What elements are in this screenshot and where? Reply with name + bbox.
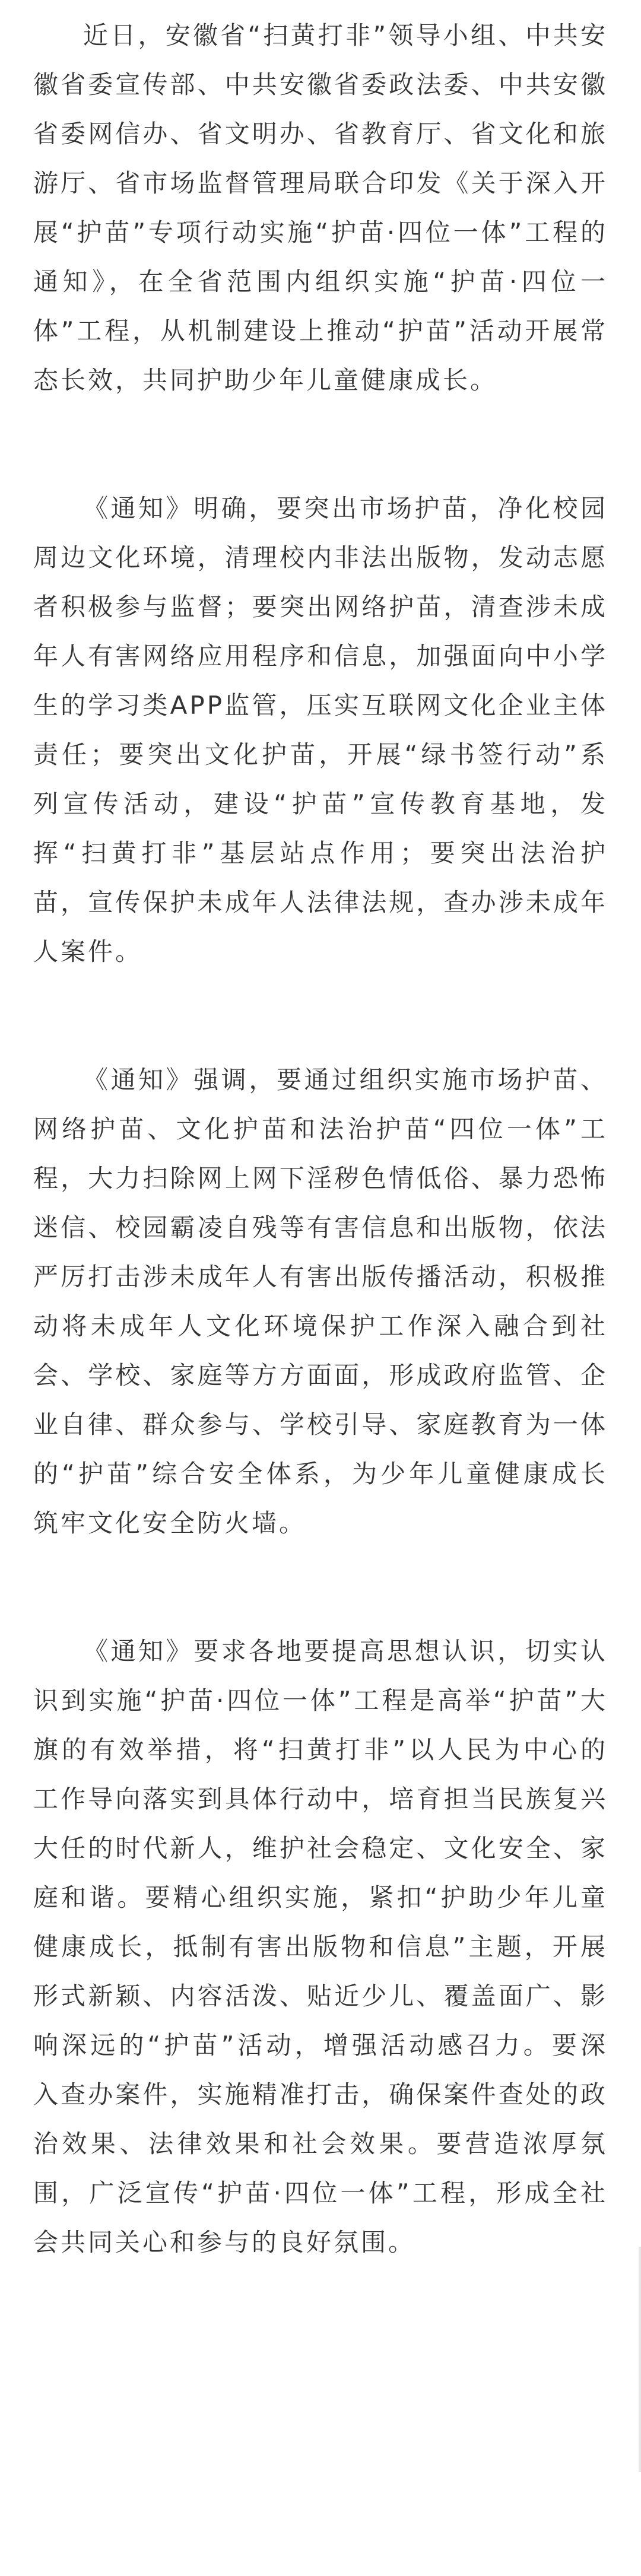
article-paragraph-1: 近日，安徽省“扫黄打非”领导小组、中共安徽省委宣传部、中共安徽省委政法委、中共安徽省委网信办、省文明办、省教育厅、省文化和旅游厅、省市场监督管理局联合印发《关于深入开展“护苗”专项行动实施“护苗·四位一体”工程的通知》，在全省范围内组织实施“护苗·四位一体”工程，从机制建设上推动“护苗”活动开展常态长效，共同护助少年儿童健康成长。 (33, 21, 608, 395)
article-paragraph-4: 《通知》要求各地要提高思想认识，切实认识到实施“护苗·四位一体”工程是高举“护苗”大旗的有效举措，将“扫黄打非”以人民为中心的工作导向落实到具体行动中，培育担当民族复兴大任的时代新人，维护社会稳定、文化安全、家庭和谐。要精心组织实施，紧扣“护助少年儿童健康成长，抵制有害出版物和信息”主题，开展形式新颖、内容活泼、贴近少儿、覆盖面广、影响深远的“护苗”活动，增强活动感召力。要深入查办案件，实施精准打击，确保案件查处的政治效果、法律效果和社会效果。要营造浓厚氛围，广泛宣传“护苗·四位一体”工程，形成全社会共同关心和参与的良好氛围。 (33, 1637, 608, 2257)
scroll-edge-indicator (639, 2247, 641, 2472)
article-paragraph-3: 《通知》强调，要通过组织实施市场护苗、网络护苗、文化护苗和法治护苗“四位一体”工程，大力扫除网上网下淫秽色情低俗、暴力恐怖迷信、校园霸凌自残等有害信息和出版物，依法严厉打击涉未成年人有害出版传播活动，积极推动将未成年人文化环境保护工作深入融合到社会、学校、家庭等方方面面，形成政府监管、企业自律、群众参与、学校引导、家庭教育为一体的“护苗”综合安全体系，为少年儿童健康成长筑牢文化安全防火墙。 (33, 1065, 608, 1538)
article-paragraph-2: 《通知》明确，要突出市场护苗，净化校园周边文化环境，清理校内非法出版物，发动志愿者积极参与监督；要突出网络护苗，清查涉未成年人有害网络应用程序和信息，加强面向中小学生的学习类APP监管，压实互联网文化企业主体责任；要突出文化护苗，开展“绿书签行动”系列宣传活动，建设“护苗”宣传教育基地，发挥“扫黄打非”基层站点作用；要突出法治护苗，宣传保护未成年人法律法规，查办涉未成年人案件。 (33, 494, 608, 966)
